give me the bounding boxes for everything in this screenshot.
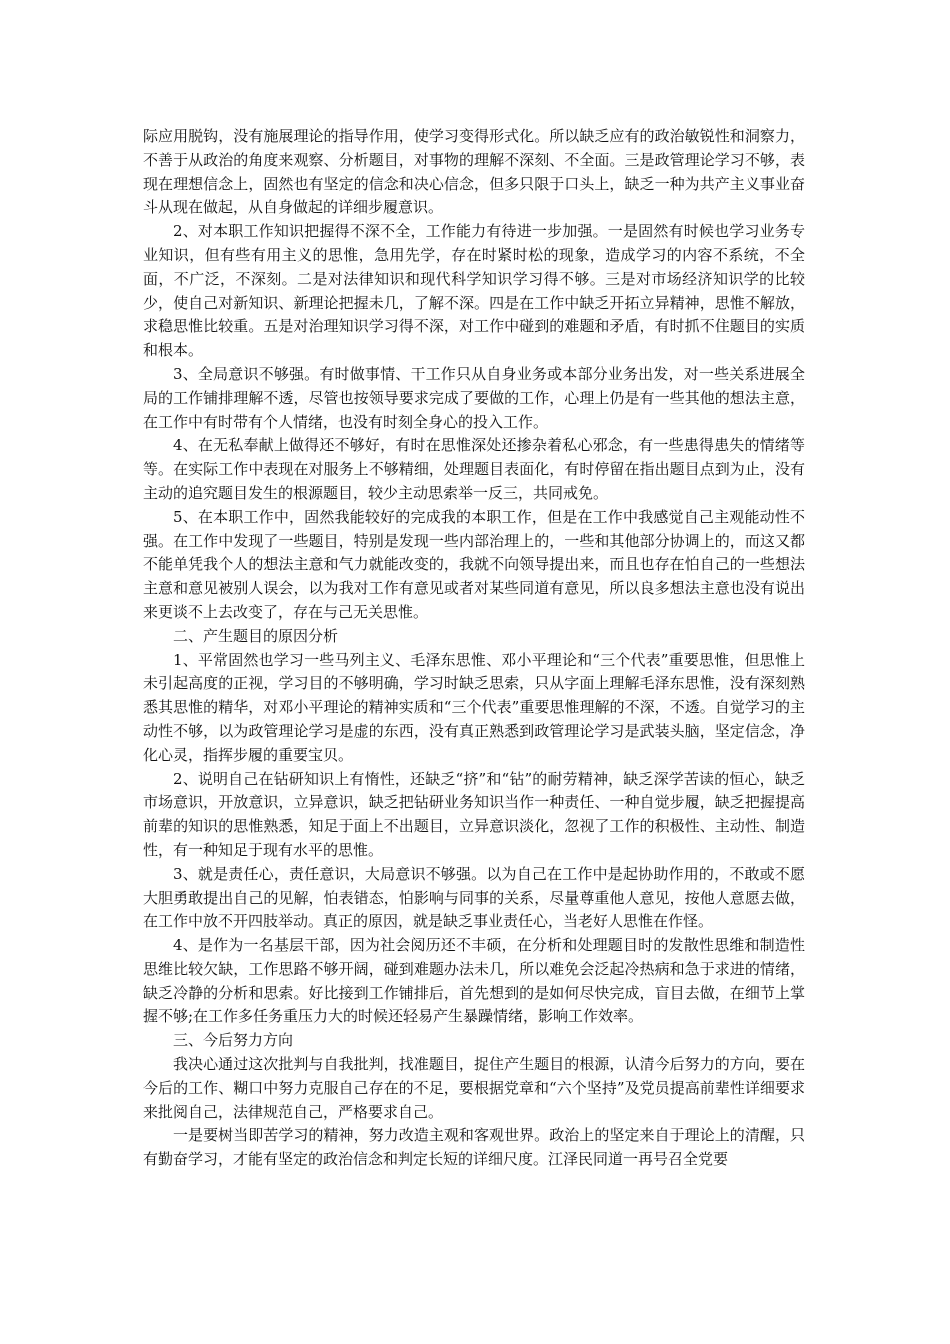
paragraph-cause-3: 3、就是责任心，责任意识，大局意识不够强。以为自己在工作中是起协助作用的，不敢或不愿大胆勇敢提出自己的见解，怕表错态，怕影响与同事的关系，尽量尊重他人意见，按他人意愿去做，在工作中放不开四肢举动。真正的原因，就是缺乏事业责任心，当老好人思惟在作怪。: [143, 864, 805, 931]
paragraph-item-2: 2、对本职工作知识把握得不深不全，工作能力有待进一步加强。一是固然有时候也学习业务专业知识，但有些有用主义的思惟，急用先学，存在时紧时松的现象，造成学习的内容不系统，不全面，不广泛，不深刻。二是对法律知识和现代科学知识学习得不够。三是对市场经济知识学的比较少，使自己对新知识、新理论把握未几，了解不深。四是在工作中缺乏开拓立异精神，思惟不解放，求稳思惟比较重。五是对治理知识学习得不深，对工作中碰到的难题和矛盾，有时抓不住题目的实质和根本。: [143, 222, 805, 360]
paragraph-item-4: 4、在无私奉献上做得还不够好，有时在思惟深处还掺杂着私心邪念，有一些患得患失的情绪等等。在实际工作中表现在对服务上不够精细，处理题目表面化，有时停留在指出题目点到为止，没有主动的追究题目发生的根源题目，较少主动思索举一反三，共同戒免。: [143, 436, 805, 502]
paragraph-direction-1: 一是要树当即苦学习的精神，努力改造主观和客观世界。政治上的坚定来自于理论上的清醒，只有勤奋学习，才能有坚定的政治信念和判定长短的详细尺度。江泽民同道一再号召全党要: [143, 1126, 805, 1169]
document-body: [143, 125, 805, 1172]
paragraph-item-3: 3、全局意识不够强。有时做事情、干工作只从自身业务或本部分业务出发，对一些关系进展全局的工作铺排理解不透，尽管也按领导要求完成了要做的工作，心理上仍是有一些其他的想法主意，在工作中有时带有个人情绪，也没有时刻全身心的投入工作。: [143, 364, 805, 431]
paragraph-direction-intro: 我决心通过这次批判与自我批判，找准题目，捉住产生题目的根源，认清今后努力的方向，要在今后的工作、糊口中努力克服自己存在的不足，要根据党章和“六个坚持”及党员提高前辈性详细要求来批阅自己，法律规范自己，严格要求自己。: [143, 1055, 805, 1121]
section-heading-causes: 二、产生题目的原因分析: [173, 626, 339, 645]
paragraph-cause-4: 4、是作为一名基层干部，因为社会阅历还不丰硕，在分析和处理题目时的发散性思维和制造性思维比较欠缺，工作思路不够开阔，碰到难题办法未几，所以难免会泛起冷热病和急于求进的情绪，缺乏冷静的分析和思索。好比接到工作铺排后，首先想到的是如何尽快完成，盲目去做，在细节上掌握不够;在工作多任务重压力大的时候还轻易产生暴躁情绪，影响工作效率。: [143, 936, 805, 1026]
section-heading-direction: 三、今后努力方向: [173, 1031, 294, 1050]
paragraph-cause-2: 2、说明自己在钻研知识上有惰性，还缺乏“挤”和“钻”的耐劳精神，缺乏深学苦读的恒心，缺乏市场意识，开放意识，立异意识，缺乏把钻研业务知识当作一种责任、一种自觉步履，缺乏把握提高前辈的知识的思惟熟悉，知足于面上不出题目，立异意识淡化，忽视了工作的积极性、主动性、制造性，有一种知足于现有水平的思惟。: [143, 769, 805, 859]
paragraph-cause-1: 1、平常固然也学习一些马列主义、毛泽东思惟、邓小平理论和“三个代表”重要思惟，但思惟上未引起高度的正视，学习目的不够明确，学习时缺乏思索，只从字面上理解毛泽东思惟，没有深刻熟悉其思惟的精华，对邓小平理论的精神实质和“三个代表”重要思惟理解的不深，不透。自觉学习的主动性不够，以为政管理论学习是虚的东西，没有真正熟悉到政管理论学习是武装头脑，坚定信念，净化心灵，指挥步履的重要宝贝。: [143, 650, 805, 764]
paragraph-item-5: 5、在本职工作中，固然我能较好的完成我的本职工作，但是在工作中我感觉自己主观能动性不强。在工作中发现了一些题目，特别是发现一些内部治理上的，一些和其他部分协调上的，而这又都不能单凭我个人的想法主意和气力就能改变的，我就不向领导提出来，而且也存在怕自己的一些想法主意和意见被别人误会，以为我对工作有意见或者对某些同道有意见，所以良多想法主意也没有说出来更谈不上去改变了，存在与己无关思惟。: [143, 507, 805, 621]
paragraph-continuation: 际应用脱钩，没有施展理论的指导作用，使学习变得形式化。所以缺乏应有的政治敏锐性和洞察力，不善于从政治的角度来观察、分析题目，对事物的理解不深刻、不全面。三是政管理论学习不够，表现在理想信念上，固然也有坚定的信念和决心信念，但多只限于口头上，缺乏一种为共产主义事业奋斗从现在做起，从自身做起的详细步履意识。: [143, 127, 805, 217]
